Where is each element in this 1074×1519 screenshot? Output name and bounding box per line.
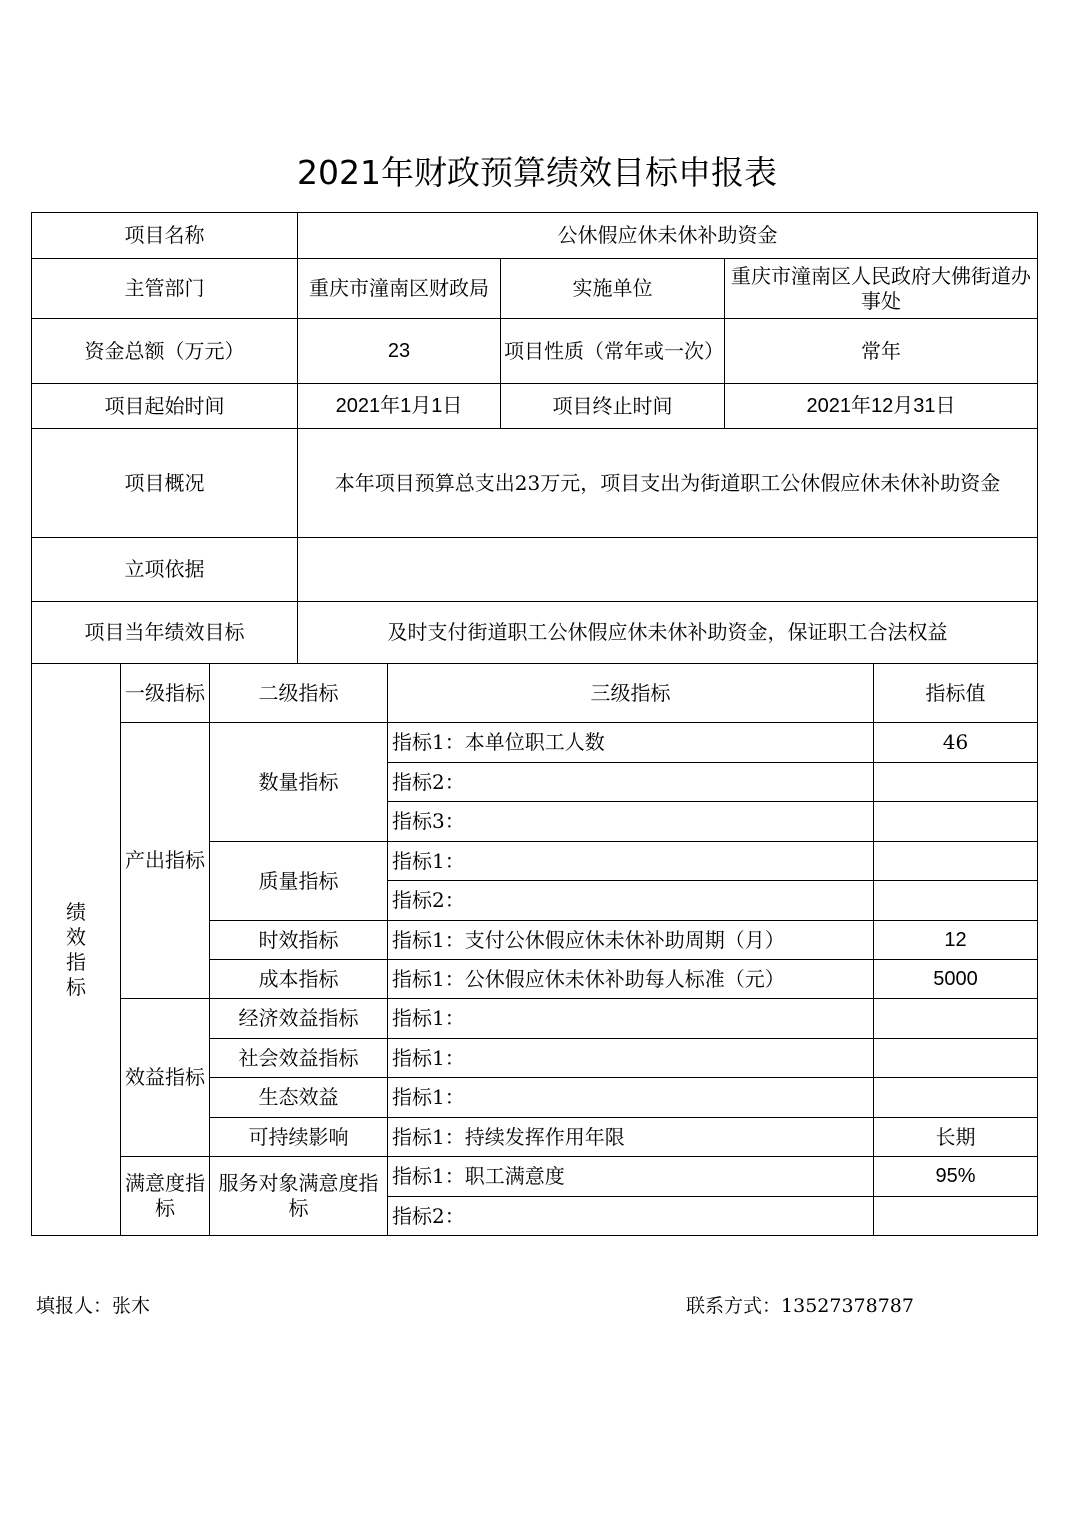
indicator-value [874,802,1038,842]
indicator-text: 指标1：持续发挥作用年限 [388,1118,874,1157]
table-row [32,723,1038,763]
budget-form-table [31,212,1038,1236]
indicator-value [874,1039,1038,1078]
indicator-value [874,763,1038,802]
row-department [32,259,1038,319]
indicator-text: 指标1： [388,1039,874,1078]
overview-value: 本年项目预算总支出23万元，项目支出为街道职工公休假应休未休补助资金 [298,429,1038,538]
filler-label: 填报人： [36,1295,113,1317]
social-indicator-label: 社会效益指标 [210,1039,388,1078]
indicator-value: 46 [874,723,1038,763]
indicator-text: 指标1：本单位职工人数 [388,723,874,763]
indicator-value [874,1197,1038,1236]
timeliness-indicator-label: 时效指标 [210,921,388,960]
end-value: 2021年12月31日 [725,384,1038,429]
dept-value: 重庆市潼南区财政局 [298,259,501,319]
fund-value: 23 [298,319,501,384]
cost-indicator-label: 成本指标 [210,960,388,999]
table-row [32,1157,1038,1197]
indicator-value: 5000 [874,960,1038,999]
indicator-text: 指标2： [388,881,874,921]
service-satisfaction-label: 服务对象满意度指标 [210,1157,388,1236]
performance-indicators-label: 绩 效 指 标 [32,664,121,1236]
indicator-text: 指标2： [388,1197,874,1236]
benefit-indicator-label: 效益指标 [121,999,210,1157]
page-title: 2021年财政预算绩效目标申报表 [297,153,777,192]
indicator-text: 指标1：职工满意度 [388,1157,874,1197]
indicator-header-row [32,664,1038,723]
nature-label: 项目性质（常年或一次） [501,319,725,384]
start-label: 项目起始时间 [32,384,298,429]
indicator-text: 指标1： [388,842,874,881]
table-row [32,999,1038,1039]
row-period [32,384,1038,429]
indicator-text: 指标1：公休假应休未休补助每人标准（元） [388,960,874,999]
indicator-value: 12 [874,921,1038,960]
row-project-name [32,213,1038,259]
quantity-indicator-label: 数量指标 [210,723,388,842]
indicator-value: 长期 [874,1118,1038,1157]
row-fund [32,319,1038,384]
impl-unit-value: 重庆市潼南区人民政府大佛街道办事处 [725,259,1038,319]
project-name-value: 公休假应休未休补助资金 [298,213,1038,259]
impl-unit-label: 实施单位 [501,259,725,319]
goal-label: 项目当年绩效目标 [32,602,298,664]
overview-label: 项目概况 [32,429,298,538]
project-name-label: 项目名称 [32,213,298,259]
basis-value [298,538,1038,602]
goal-value: 及时支付街道职工公休假应休未休补助资金，保证职工合法权益 [298,602,1038,664]
indicator-value: 95% [874,1157,1038,1197]
row-basis [32,538,1038,602]
indicator-value [874,881,1038,921]
header-value: 指标值 [874,664,1038,723]
filler-info [36,1293,150,1319]
start-value: 2021年1月1日 [298,384,501,429]
header-level1: 一级指标 [121,664,210,723]
indicator-text: 指标3： [388,802,874,842]
contact-label: 联系方式： [686,1295,782,1317]
output-indicator-label: 产出指标 [121,723,210,999]
indicator-text: 指标2： [388,763,874,802]
satisfaction-indicator-label: 满意度指标 [121,1157,210,1236]
dept-label: 主管部门 [32,259,298,319]
indicator-value [874,1078,1038,1118]
row-overview [32,429,1038,538]
indicator-text: 指标1： [388,1078,874,1118]
indicator-text: 指标1：支付公休假应休未休补助周期（月） [388,921,874,960]
quality-indicator-label: 质量指标 [210,842,388,921]
contact-info [686,1293,914,1319]
header-level3: 三级指标 [388,664,874,723]
contact-value: 13527378787 [781,1295,914,1317]
sustainable-indicator-label: 可持续影响 [210,1118,388,1157]
header-level2: 二级指标 [210,664,388,723]
indicator-value [874,842,1038,881]
indicator-text: 指标1： [388,999,874,1039]
nature-value: 常年 [725,319,1038,384]
row-goal [32,602,1038,664]
end-label: 项目终止时间 [501,384,725,429]
filler-name: 张木 [112,1295,151,1317]
basis-label: 立项依据 [32,538,298,602]
ecological-indicator-label: 生态效益 [210,1078,388,1118]
indicator-value [874,999,1038,1039]
economic-indicator-label: 经济效益指标 [210,999,388,1039]
fund-label: 资金总额（万元） [32,319,298,384]
